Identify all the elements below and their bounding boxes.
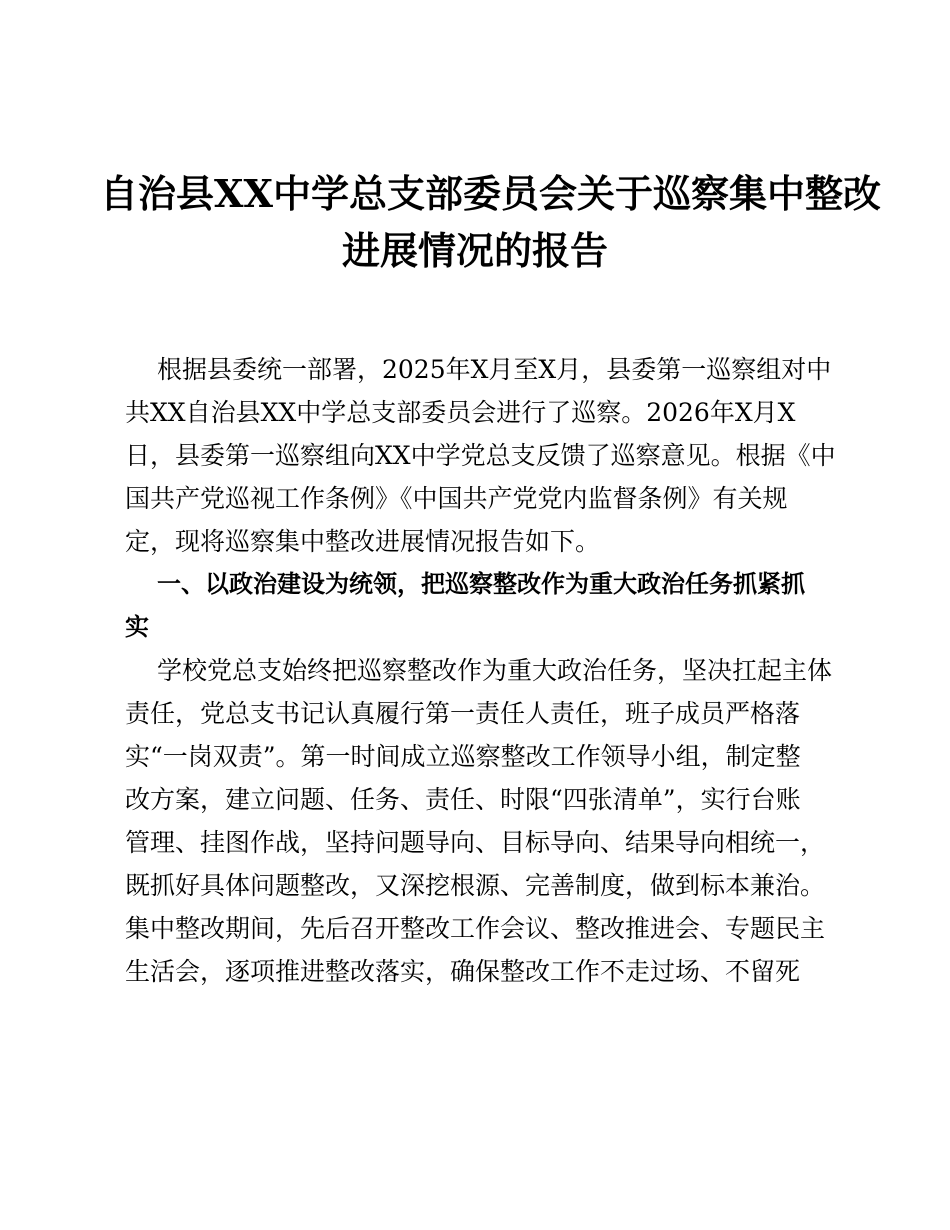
intro-paragraph-line: 根据县委统一部署，2025年X月至X月，县委第一巡察组对中 (157, 355, 832, 384)
intro-paragraph-line: 共XX自治县XX中学总支部委员会进行了巡察。2026年X月X (125, 398, 796, 427)
intro-paragraph-line: 日，县委第一巡察组向XX中学党总支反馈了巡察意见。根据《中 (125, 441, 836, 470)
section-paragraph-line: 改方案，建立问题、任务、责任、时限“四张清单”，实行台账 (125, 785, 801, 814)
section-paragraph-line: 生活会，逐项推进整改落实，确保整改工作不走过场、不留死 (125, 957, 801, 986)
section-paragraph-line: 管理、挂图作战，坚持问题导向、目标导向、结果导向相统一， (125, 828, 826, 857)
section-paragraph-line: 责任，党总支书记认真履行第一责任人责任，班子成员严格落 (125, 699, 801, 728)
section-heading-line: 实 (125, 613, 149, 641)
document-body (125, 348, 836, 993)
intro-paragraph-line: 国共产党巡视工作条例》《中国共产党党内监督条例》有关规 (125, 484, 788, 513)
section-paragraph-line: 学校党总支始终把巡察整改作为重大政治任务，坚决扛起主体 (157, 656, 833, 685)
section-paragraph-line: 既抓好具体问题整改，又深挖根源、完善制度，做到标本兼治。 (125, 871, 826, 900)
intro-paragraph-line: 定，现将巡察集中整改进展情况报告如下。 (125, 527, 601, 556)
section-paragraph-line: 实“一岗双责”。第一时间成立巡察整改工作领导小组，制定整 (125, 742, 801, 771)
title-line: 自治县XX中学总支部委员会关于巡察集中整改 (100, 171, 881, 216)
title-line: 进展情况的报告 (341, 228, 608, 273)
document-title (100, 165, 881, 279)
section-heading-line: 一、以政治建设为统领，把巡察整改作为重大政治任务抓紧抓 (157, 570, 805, 598)
section-paragraph-line: 集中整改期间，先后召开整改工作会议、整改推进会、专题民主 (125, 914, 826, 943)
